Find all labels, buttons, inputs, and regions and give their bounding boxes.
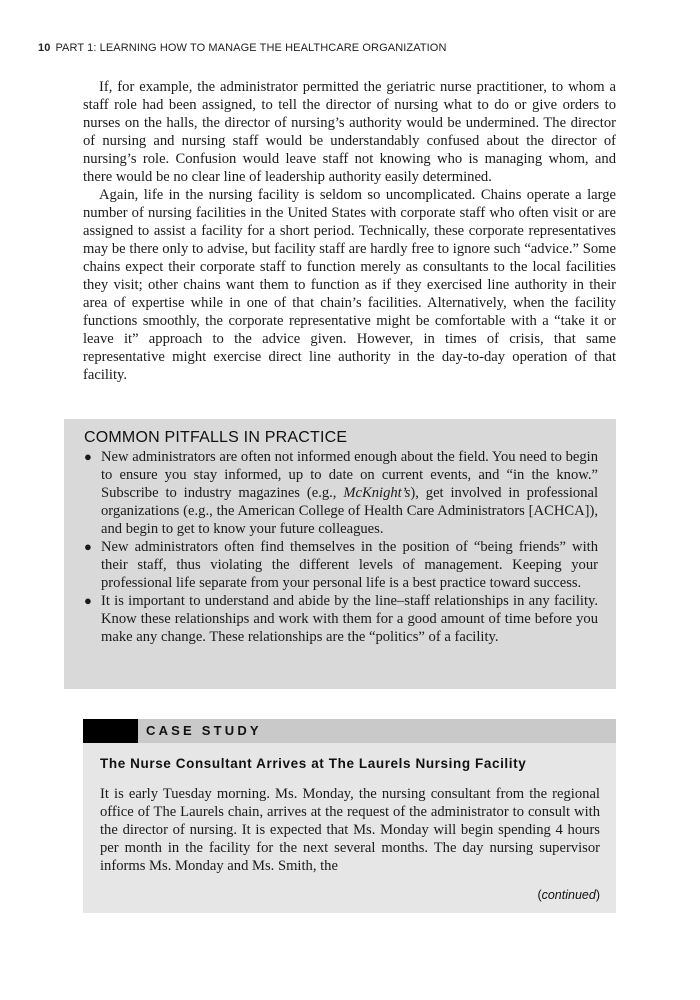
pitfalls-list (84, 448, 598, 646)
pitfall-text: New administrators often find themselves in the position of “being friends” with their staff, thus violating the different levels of management. Keeping your professional life separate from your personal life is a best practice toward success. (101, 539, 598, 591)
running-head (38, 42, 447, 54)
paragraph: Again, life in the nursing facility is seldom so uncomplicated. Chains operate a large number of nursing facilities in the United States with corporate staff who often visit or are assigned to assist a facility for a short period. Technically, these corporate representatives may be there only to advise, but facility staff are hardly free to ignore such “advice.” Some chains expect their corporate staff to function merely as consultants to the local facilities they visit; other chains want them to function as if they exercised line authority in their area of expertise while in one of that chain’s facilities. Alternatively, when the facility functions smoothly, the corporate representative might be comfortable with a “take it or leave it” approach to the advice given. However, in times of crisis, that same representative might exercise direct line authority in the day-to-day operation of that facility. (83, 187, 616, 383)
continued-word: continued (541, 888, 596, 902)
pitfall-item (84, 592, 598, 646)
pitfall-item (84, 448, 598, 538)
pitfall-text: It is important to understand and abide by the line–staff relationships in any facility. Know these relationships and work with them for a good amount of time before you make any change. These relationships are the “politics” of a facility. (101, 593, 598, 645)
case-study-header-bar (83, 719, 616, 743)
continued-note (537, 888, 600, 902)
pitfalls-heading: COMMON PITFALLS IN PRACTICE (84, 429, 348, 446)
pitfall-text-end: ), get involved in professional organizations (e.g., the American College of Health Care Administrators [ACHCA]), and begin to get to know your future colleagues. (101, 485, 599, 537)
bullet-icon: ● (84, 593, 92, 608)
case-study-title: The Nurse Consultant Arrives at The Laurels Nursing Facility (100, 756, 527, 771)
page-number: 10 (38, 42, 51, 54)
case-study-text: It is early Tuesday morning. Ms. Monday, the nursing consultant from the regional office of The Laurels chain, arrives at the request of the administrator to consult with the director of nursing. It is expected that Ms. Monday will begin spending 4 hours per month in the facility for the next several months. The day nursing supervisor informs Ms. Monday and Ms. Smith, the (100, 786, 600, 874)
bullet-icon: ● (84, 449, 92, 464)
case-study-block-marker (83, 719, 138, 743)
pitfalls-box (64, 419, 616, 689)
continued-close-paren: ) (595, 888, 600, 902)
pitfall-item (84, 538, 598, 592)
case-study-box (83, 743, 616, 913)
case-study-label: CASE STUDY (146, 723, 262, 738)
body-text (83, 78, 616, 384)
paragraph: If, for example, the administrator permitted the geriatric nurse practitioner, to whom a staff role had been assigned, to tell the director of nursing what to do or give orders to nurses on the halls, the director of nursing’s authority would be undermined. The director of nursing and nursing staff would be understandably confused about the director of nursing’s role. Confusion would leave staff not knowing who is managing whom, and there would be no clear line of leadership authority easily determined. (83, 79, 616, 185)
magazine-title: McKnight’s (343, 485, 411, 501)
continued-open-paren: ( (537, 888, 542, 902)
pitfall-text-start: New administrators are often not informed enough about the field. You need to begin to ensure you stay informed, up to date on current events, and “in the know.” Subscribe to industry magazines (e.g., (101, 449, 598, 501)
bullet-icon: ● (84, 539, 92, 554)
running-head-title: PART 1: LEARNING HOW TO MANAGE THE HEALTHCARE ORGANIZATION (55, 42, 447, 54)
